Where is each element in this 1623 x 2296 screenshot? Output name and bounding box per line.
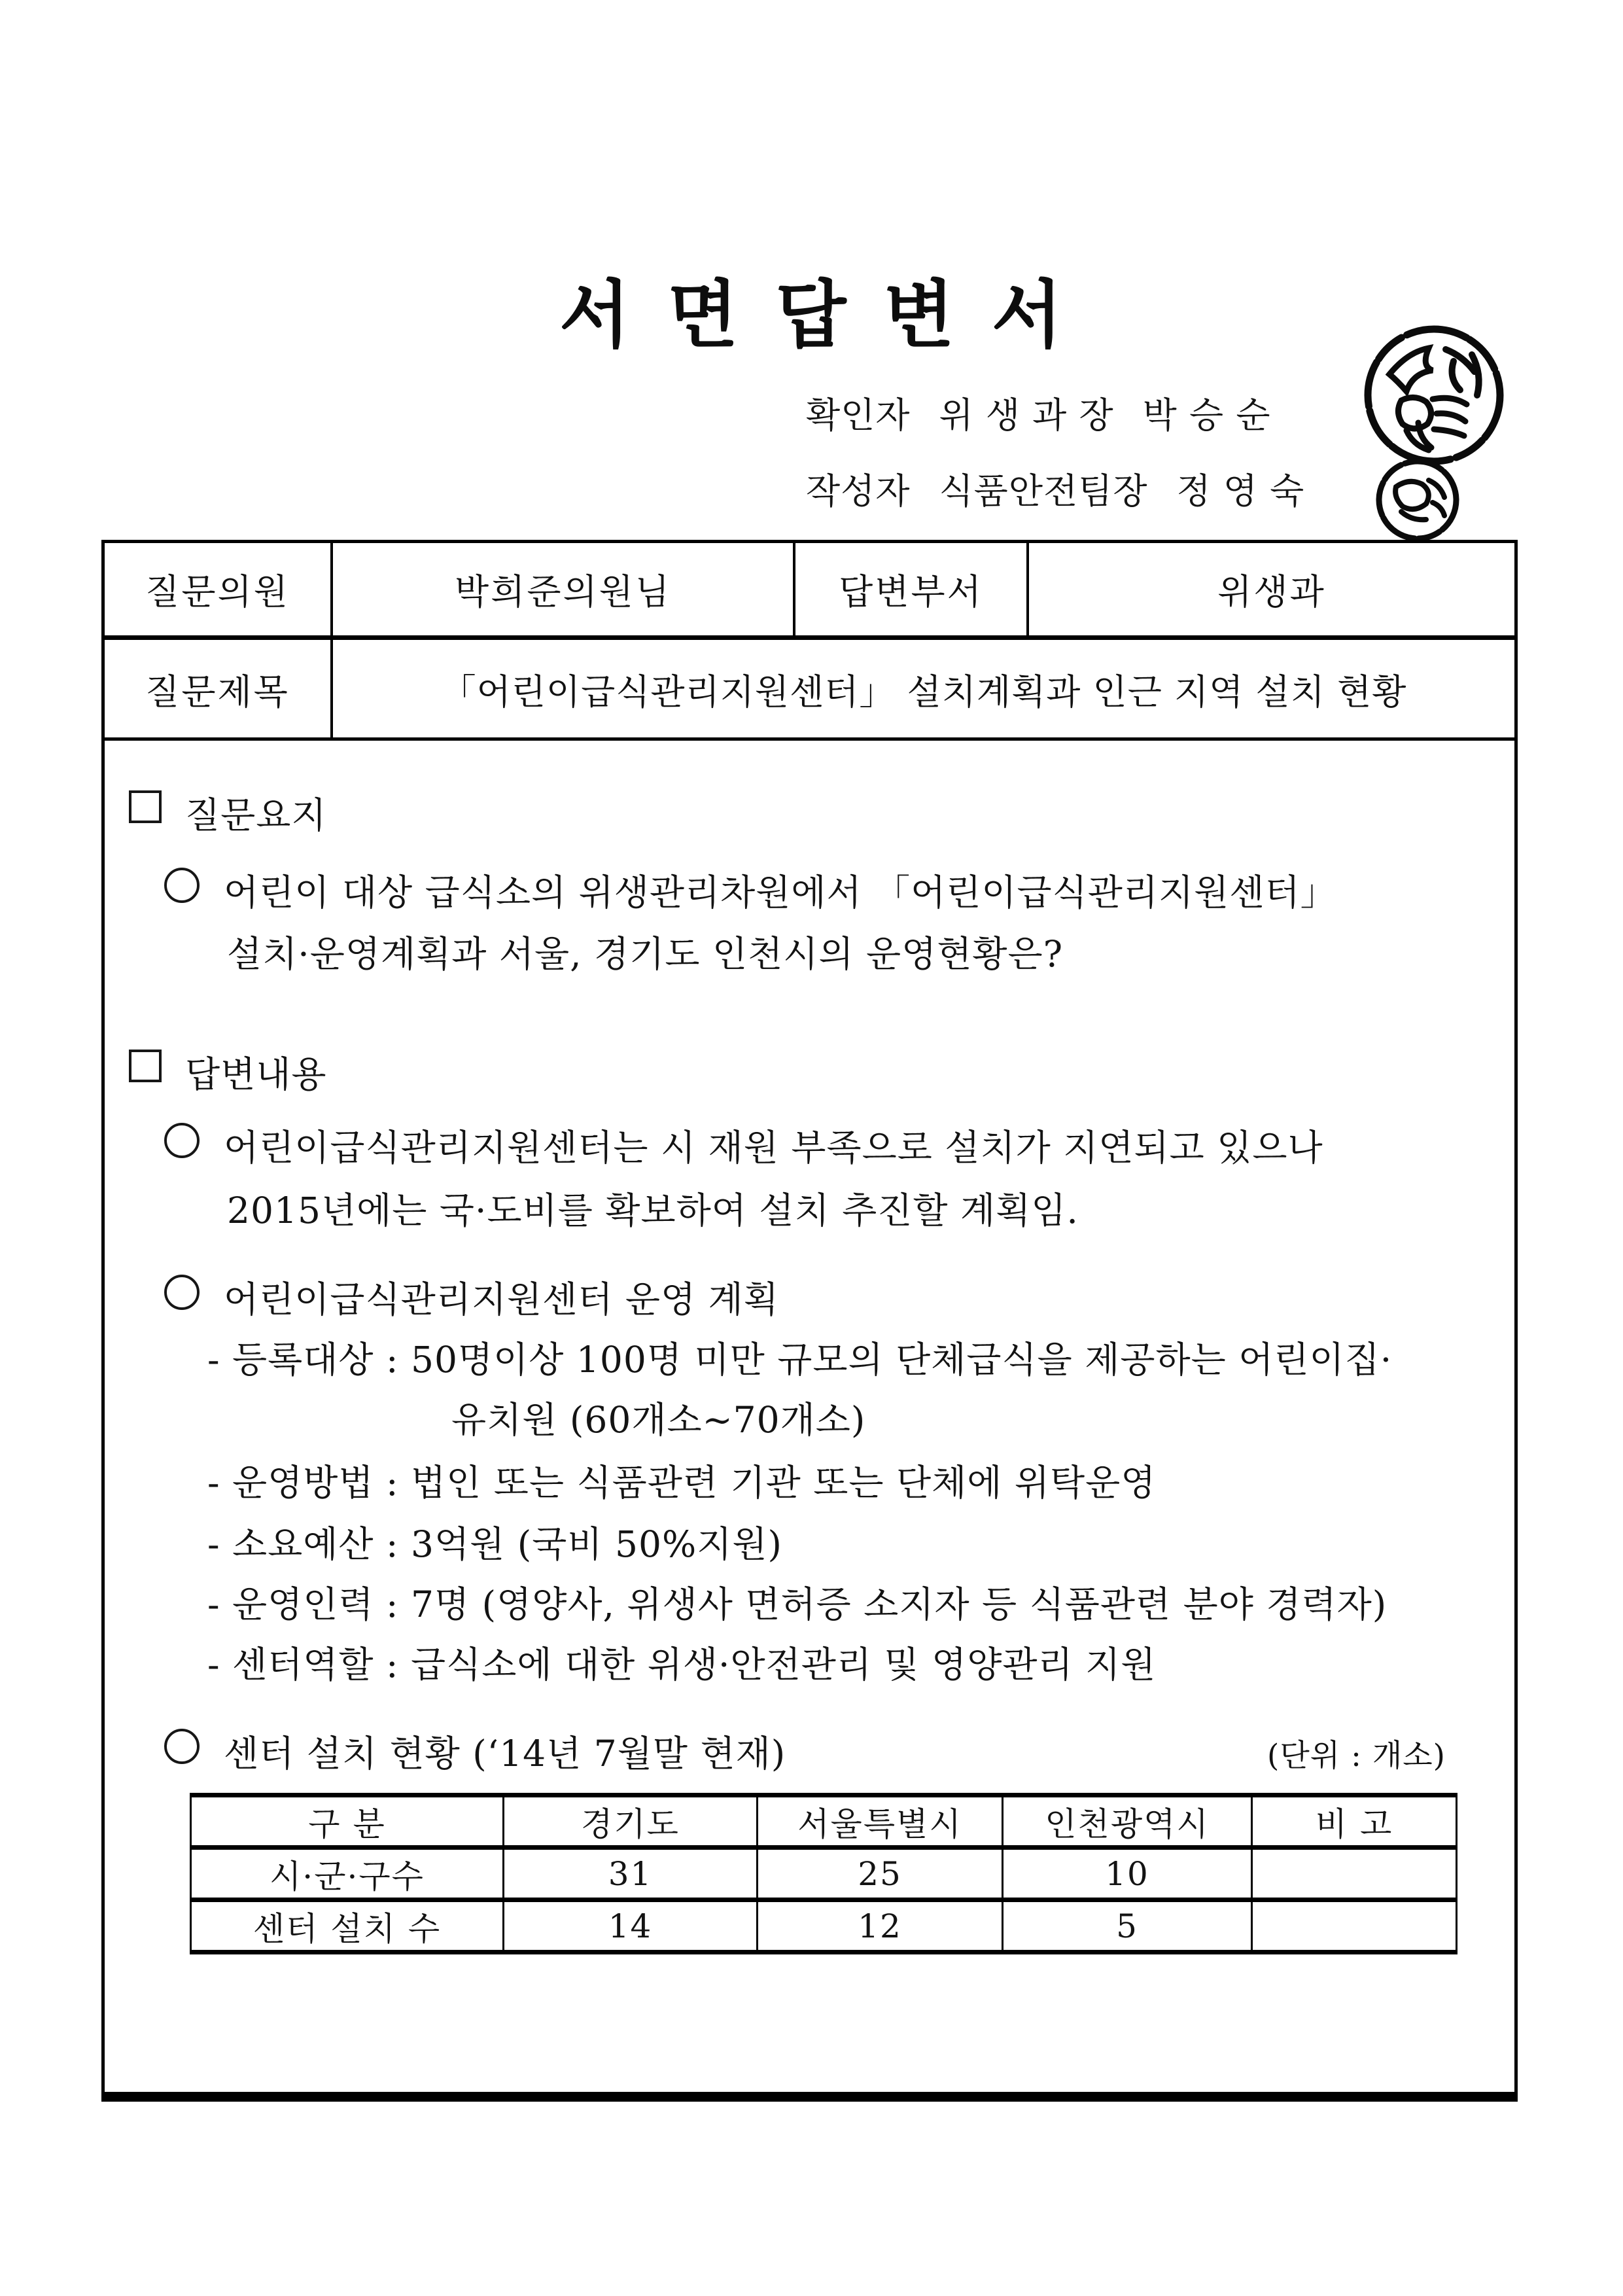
answer-bullet2: 어린이급식관리지원센터 운영 계획 [224, 1279, 779, 1320]
center-status-heading: 센터 설치 현황 (‘14년 7월말 현재) [224, 1733, 786, 1775]
page-title: 서 면 답 변 서 [559, 272, 1064, 358]
question-summary-heading: 질문요지 [185, 794, 327, 836]
cell-value: 31 [504, 1848, 758, 1900]
official-seal-stamps [1355, 315, 1519, 554]
cell-value: 5 [1003, 1900, 1252, 1952]
question-title-value: 「어린이급식관리지원센터」 설치계획과 인근 지역 설치 현황 [330, 640, 1514, 738]
author-title: 식품안전팀장 [939, 470, 1148, 512]
author-name: 정 영 숙 [1176, 470, 1305, 512]
detail-registration-cont: 유치원 (60개소~70개소) [451, 1399, 866, 1441]
col-header-incheon: 인천광역시 [1003, 1795, 1252, 1848]
detail-operation-method: - 운영방법 : 법인 또는 식품관련 기관 또는 단체에 위탁운영 [207, 1462, 1157, 1504]
table-row [191, 1848, 1457, 1900]
cell-value [1252, 1900, 1457, 1952]
table-header-row [191, 1795, 1457, 1848]
answer-bullet1-line2: 2015년에는 국·도비를 확보하여 설치 추진할 계획임. [227, 1190, 1079, 1231]
unit-note: (단위 : 개소) [1267, 1738, 1446, 1774]
answer-bullet1-line1: 어린이급식관리지원센터는 시 재원 부족으로 설치가 지연되고 있으나 [224, 1127, 1323, 1169]
center-status-table [190, 1793, 1457, 1954]
header-table [101, 540, 1518, 741]
table-row [191, 1900, 1457, 1952]
answer-heading: 답변내용 [185, 1053, 327, 1095]
detail-center-role: - 센터역할 : 급식소에 대한 위생·안전관리 및 영양관리 지원 [207, 1644, 1157, 1686]
circle-bullet-icon [164, 1123, 200, 1158]
question-member-value: 박희준의원님 [330, 543, 793, 635]
col-header-seoul: 서울특별시 [758, 1795, 1003, 1848]
author-label: 작성자 [806, 470, 911, 512]
question-bullet-line1: 어린이 대상 급식소의 위생관리차원에서 「어린이급식관리지원센터」 [224, 872, 1337, 913]
square-bullet-icon [129, 1050, 162, 1082]
answer-dept-label: 답변부서 [793, 543, 1026, 635]
question-member-label: 질문의원 [145, 571, 290, 612]
circle-bullet-icon [164, 1275, 200, 1310]
confirmer-name: 박 승 순 [1142, 395, 1271, 436]
square-bullet-icon [129, 790, 162, 823]
row-label: 센터 설치 수 [191, 1900, 504, 1952]
dash-icon: - [207, 1583, 220, 1625]
question-title-label: 질문제목 [145, 671, 290, 713]
header-row-member [105, 543, 1514, 640]
cell-value [1252, 1848, 1457, 1900]
question-bullet-line2: 설치·운영계획과 서울, 경기도 인천시의 운영현황은? [227, 933, 1064, 975]
dash-icon: - [207, 1644, 220, 1686]
header-row-title [105, 640, 1514, 738]
detail-staff: - 운영인력 : 7명 (영양사, 위생사 면허증 소지자 등 식품관련 분야 경력자) [207, 1583, 1387, 1625]
col-header-gyeonggi: 경기도 [504, 1795, 758, 1848]
detail-registration: - 등록대상 : 50명이상 100명 미만 규모의 단체급식을 제공하는 어린이집· [207, 1339, 1393, 1381]
answer-dept-value: 위생과 [1026, 543, 1514, 635]
cell-value: 12 [758, 1900, 1003, 1952]
cell-value: 25 [758, 1848, 1003, 1900]
col-header-remarks: 비 고 [1252, 1795, 1457, 1848]
confirmer-line [806, 387, 1270, 438]
confirmer-title: 위 생 과 장 [939, 395, 1114, 436]
dash-icon: - [207, 1339, 220, 1381]
circle-bullet-icon [164, 1729, 200, 1764]
detail-budget: - 소요예산 : 3억원 (국비 50%지원) [207, 1523, 782, 1565]
col-header-category: 구 분 [191, 1795, 504, 1848]
dash-icon: - [207, 1462, 220, 1504]
dash-icon: - [207, 1523, 220, 1565]
row-label: 시·군·구수 [191, 1848, 504, 1900]
cell-value: 10 [1003, 1848, 1252, 1900]
confirmer-label: 확인자 [806, 395, 911, 436]
author-line [806, 463, 1304, 514]
circle-bullet-icon [164, 868, 200, 903]
cell-value: 14 [504, 1900, 758, 1952]
